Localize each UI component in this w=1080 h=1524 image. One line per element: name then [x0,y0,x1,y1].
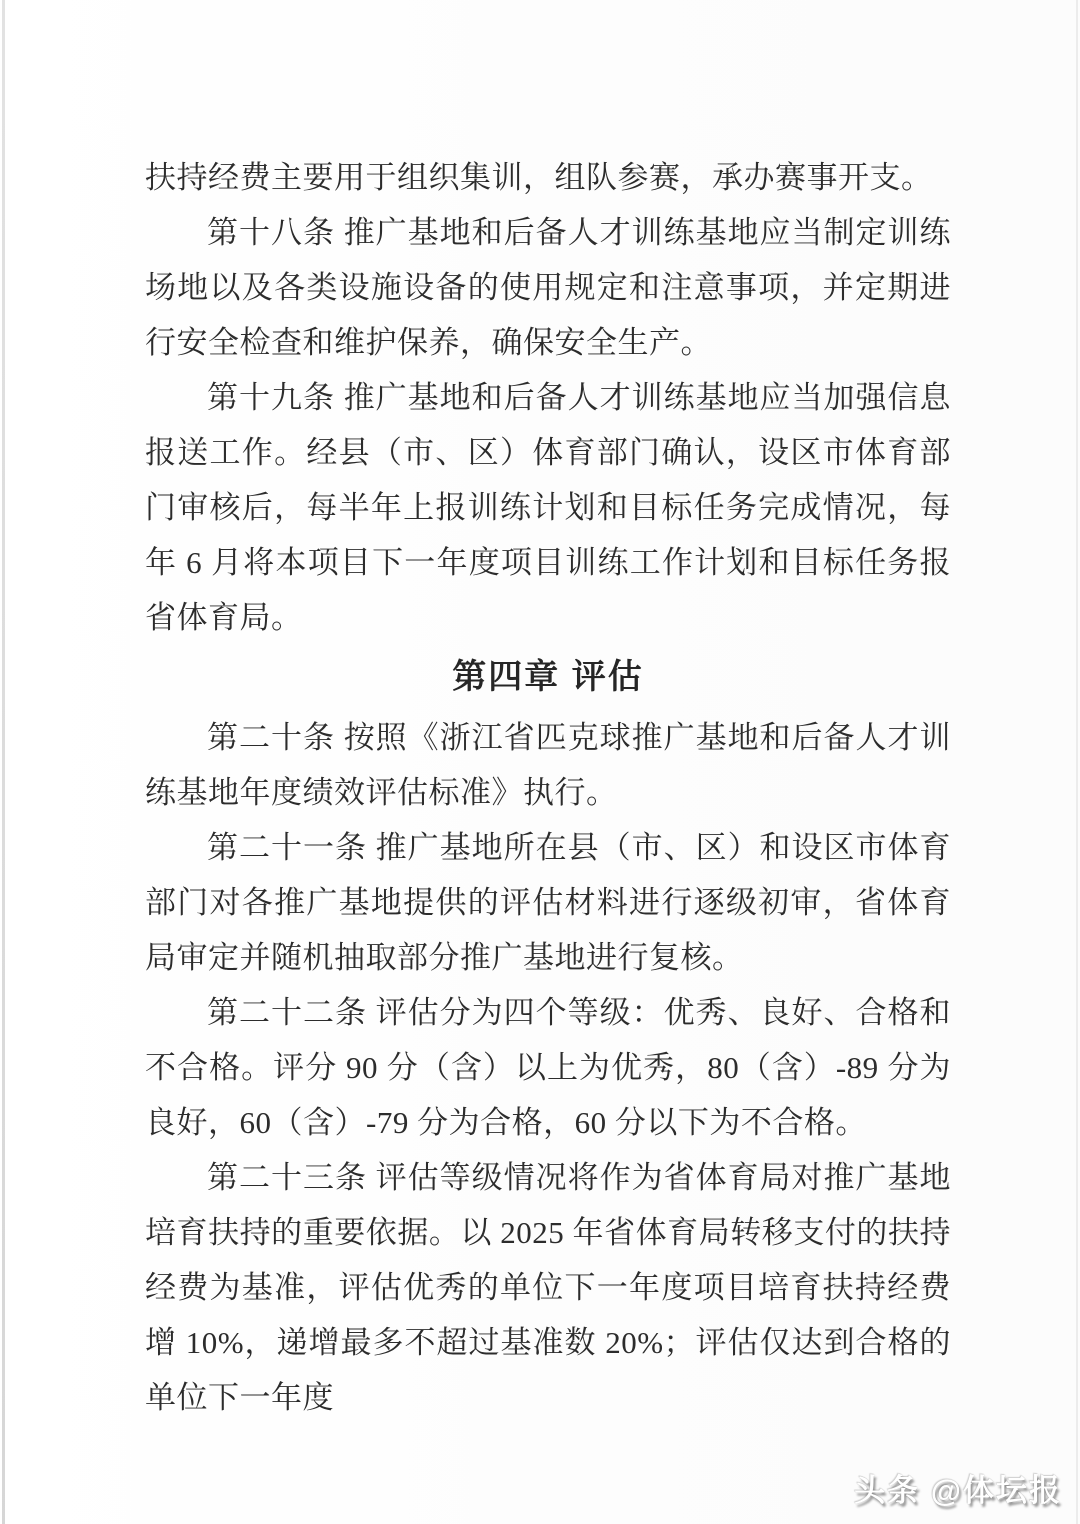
document-body [145,150,951,1425]
paragraph-article-23: 第二十三条 评估等级情况将作为省体育局对推广基地培育扶持的重要依据。以 2025 年省体育局转移支付的扶持经费为基准，评估优秀的单位下一年度项目培育扶持经费增 10%，递增最多不超过基准数 20%；评估仅达到合格的单位下一年度 [145,1160,951,1415]
paragraph-article-18: 第十八条 推广基地和后备人才训练基地应当制定训练场地以及各类设施设备的使用规定和注意事项，并定期进行安全检查和维护保养，确保安全生产。 [145,215,951,360]
page-edge-right [1076,0,1078,1524]
page-edge-left [2,0,5,1524]
toutiao-watermark: 头条 @体坛报 [854,1473,1062,1508]
paragraph-article-22: 第二十二条 评估分为四个等级：优秀、良好、合格和不合格。评分 90 分（含）以上为优秀，80（含）-89 分为良好，60（含）-79 分为合格，60 分以下为不合格。 [145,995,951,1140]
paragraph-article-20: 第二十条 按照《浙江省匹克球推广基地和后备人才训练基地年度绩效评估标准》执行。 [145,720,951,810]
chapter-heading: 第四章 评估 [452,658,644,696]
paragraph-article-19: 第十九条 推广基地和后备人才训练基地应当加强信息报送工作。经县（市、区）体育部门确认，设区市体育部门审核后，每半年上报训练计划和目标任务完成情况，每年 6 月将本项目下一年度项目训练工作计划和目标任务报省体育局。 [145,380,951,635]
paragraph-article-21: 第二十一条 推广基地所在县（市、区）和设区市体育部门对各推广基地提供的评估材料进行逐级初审，省体育局审定并随机抽取部分推广基地进行复核。 [145,830,951,975]
paragraph-continuation: 扶持经费主要用于组织集训，组队参赛，承办赛事开支。 [145,160,933,195]
